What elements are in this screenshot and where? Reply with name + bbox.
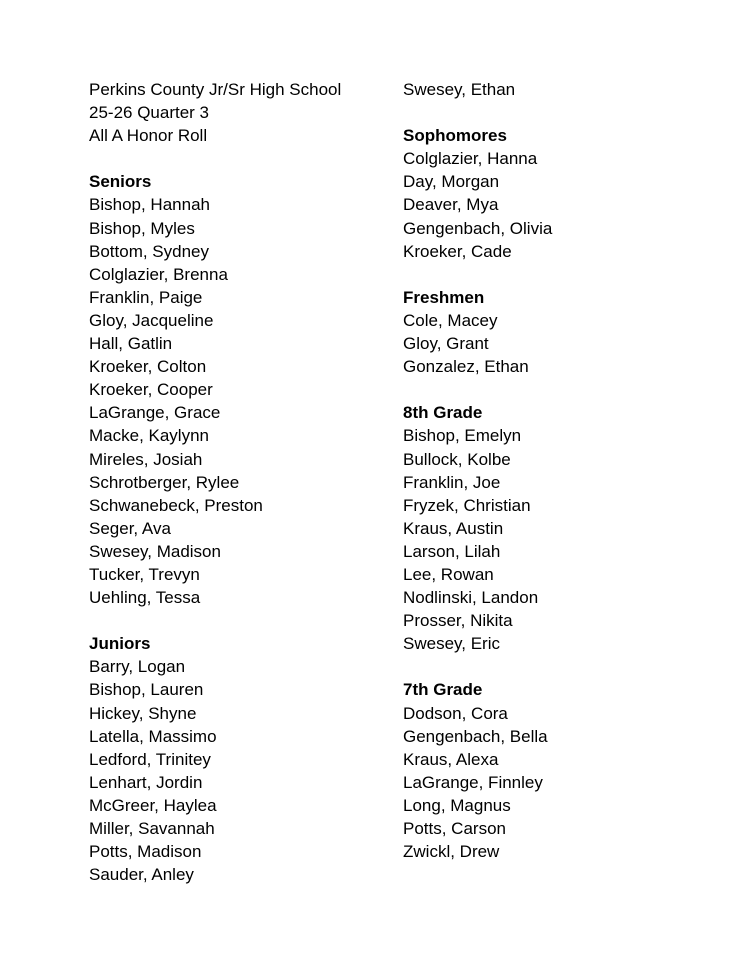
- freshmen-section: [403, 286, 703, 378]
- honor-roll-title: All A Honor Roll: [89, 126, 208, 146]
- student-name: Uehling, Tessa: [89, 588, 201, 608]
- student-name: Gengenbach, Bella: [403, 726, 548, 746]
- student-name: Miller, Savannah: [89, 819, 215, 838]
- juniors-heading: Juniors: [89, 634, 151, 654]
- school-name: Perkins County Jr/Sr High School: [89, 80, 342, 99]
- student-name: Zwickl, Drew: [403, 842, 500, 862]
- student-name: Tucker, Trevyn: [89, 564, 200, 584]
- student-name: Lee, Rowan: [403, 564, 494, 584]
- freshmen-heading: Freshmen: [403, 287, 485, 307]
- grade8-heading: 8th Grade: [403, 403, 483, 423]
- sophomores-section: [403, 124, 703, 263]
- student-name: Cole, Macey: [403, 310, 498, 330]
- juniors-section: [89, 632, 379, 886]
- student-name: Prosser, Nikita: [403, 611, 513, 631]
- student-name: Bullock, Kolbe: [403, 449, 511, 469]
- student-name: Macke, Kaylynn: [89, 426, 209, 446]
- student-name: Mireles, Josiah: [89, 449, 203, 469]
- student-name: Swesey, Ethan: [403, 80, 516, 99]
- student-name: Nodlinski, Landon: [403, 588, 539, 608]
- student-name: Schrotberger, Rylee: [89, 472, 240, 492]
- student-name: Dodson, Cora: [403, 703, 508, 723]
- student-name: Kroeker, Cooper: [89, 380, 213, 400]
- spacer: [89, 609, 379, 632]
- student-name: Swesey, Madison: [89, 541, 221, 561]
- student-name: Seger, Ava: [89, 518, 171, 538]
- student-name: Schwanebeck, Preston: [89, 495, 263, 515]
- student-name: Potts, Carson: [403, 819, 506, 838]
- sophomores-heading: Sophomores: [403, 126, 507, 146]
- student-name: Larson, Lilah: [403, 541, 501, 561]
- student-name: Kraus, Alexa: [403, 749, 499, 769]
- student-name: Bishop, Lauren: [89, 680, 204, 700]
- student-name: Gonzalez, Ethan: [403, 357, 529, 377]
- student-name: Bishop, Emelyn: [403, 426, 522, 446]
- student-name: Kraus, Austin: [403, 518, 504, 538]
- student-name: Hickey, Shyne: [89, 703, 197, 723]
- student-name: Bottom, Sydney: [89, 241, 210, 261]
- student-name: Day, Morgan: [403, 172, 500, 192]
- term-label: 25-26 Quarter 3: [89, 103, 210, 123]
- student-name: Gloy, Jacqueline: [89, 310, 214, 330]
- student-name: Barry, Logan: [89, 657, 186, 677]
- student-name: Bishop, Myles: [89, 218, 195, 238]
- student-name: LaGrange, Finnley: [403, 772, 543, 792]
- student-name: Franklin, Joe: [403, 472, 501, 492]
- spacer: [403, 655, 703, 678]
- right-column: [403, 78, 703, 863]
- student-name: Potts, Madison: [89, 842, 202, 862]
- student-name: Franklin, Paige: [89, 287, 203, 307]
- student-name: Gengenbach, Olivia: [403, 218, 553, 238]
- student-name: Latella, Massimo: [89, 726, 217, 746]
- student-name: Kroeker, Colton: [89, 357, 207, 377]
- spacer: [403, 378, 703, 401]
- grade8-section: [403, 401, 703, 655]
- student-name: McGreer, Haylea: [89, 795, 217, 815]
- student-name: Gloy, Grant: [403, 334, 489, 354]
- spacer: [403, 263, 703, 286]
- student-name: Hall, Gatlin: [89, 334, 173, 354]
- spacer: [89, 147, 379, 170]
- student-name: Sauder, Anley: [89, 865, 194, 885]
- student-name: Bishop, Hannah: [89, 195, 210, 215]
- student-name: LaGrange, Grace: [89, 403, 221, 423]
- student-name: Kroeker, Cade: [403, 241, 512, 261]
- student-name: Colglazier, Brenna: [89, 264, 228, 284]
- student-name: Long, Magnus: [403, 795, 511, 815]
- student-name: Colglazier, Hanna: [403, 149, 538, 169]
- student-name: Deaver, Mya: [403, 195, 499, 215]
- student-name: Fryzek, Christian: [403, 495, 531, 515]
- grade7-heading: 7th Grade: [403, 680, 483, 700]
- seniors-section: [89, 170, 379, 609]
- seniors-heading: Seniors: [89, 172, 152, 192]
- student-name: Swesey, Eric: [403, 634, 500, 654]
- student-name: Ledford, Trinitey: [89, 749, 211, 769]
- spacer: [403, 101, 703, 124]
- left-column: [89, 78, 379, 886]
- student-name: Lenhart, Jordin: [89, 772, 203, 792]
- grade7-section: [403, 678, 703, 863]
